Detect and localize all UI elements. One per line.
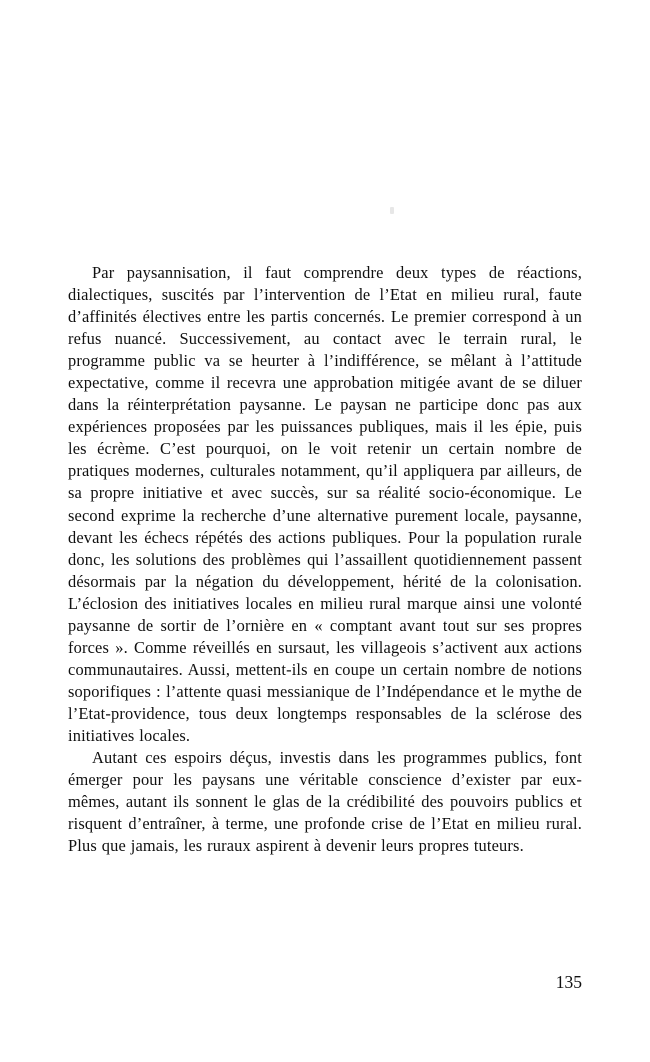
paragraph-1: Par paysannisation, il faut comprendre deux types de réactions, dialectiques, suscités par l’intervention de l’Etat en milieu rural, faute d’affinités électives entre les partis concernés. Le premier correspond à un refus nuancé. Successivement, au contact avec le terrain rural, le programme public va se heurter à l’indifférence, se mêlant à l’attitude expectative, comme il recevra une approbation mitigée avant de se diluer dans la réinterprétation paysanne. Le paysan ne participe donc pas aux expériences proposées par les puissances publiques, mais il les épie, puis les écrème. C’est pourquoi, on le voit retenir un certain nombre de pratiques modernes, culturales notamment, qu’il appliquera par ailleurs, de sa propre initiative et avec succès, sur sa réalité socio-économique. Le second exprime la recherche d’une alternative purement locale, paysanne, devant les échecs répétés des actions publiques. Pour la population rurale donc, les solutions des problèmes qui l’assaillent quotidiennement passent désormais par la négation du développement, hérité de la colonisation. L’éclosion des initiatives locales en milieu rural marque ainsi une volonté paysanne de sortir de l’ornière en « comptant avant tout sur ses propres forces ». Comme réveillés en sursaut, les villageois s’activent aux actions communautaires. Aussi, mettent-ils en coupe un certain nombre de notions soporifiques : l’attente quasi messianique de l’Indépendance et le mythe de l’Etat-providence, tous deux longtemps responsables de la sclérose des initiatives locales.: [68, 263, 582, 745]
paragraph-2: Autant ces espoirs déçus, investis dans les programmes publics, font émerger pour les paysans une véritable conscience d’exister par eux-mêmes, autant ils sonnent le glas de la crédibilité des pouvoirs publics et risquent d’entraîner, à terme, une profonde crise de l’Etat en milieu rural. Plus que jamais, les ruraux aspirent à devenir leurs propres tuteurs.: [68, 748, 582, 856]
scan-artifact-speck: [390, 207, 394, 214]
page-body-text: [68, 262, 582, 857]
page-number: 135: [555, 972, 582, 992]
